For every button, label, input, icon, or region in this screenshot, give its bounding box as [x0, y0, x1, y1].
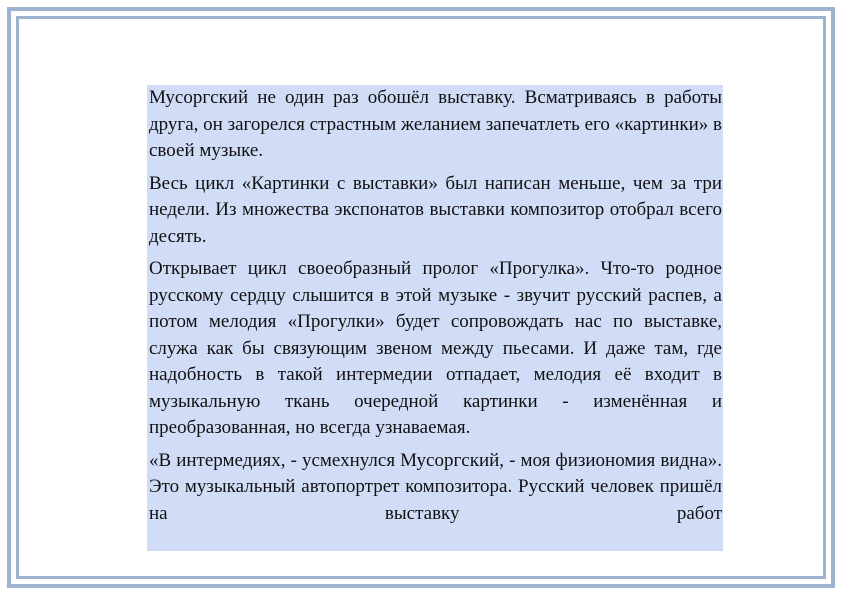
paragraph-4: «В интермедиях, - усмехнулся Мусоргский, - моя физиономия видна». Это музыкальный автопортрет композитора. Русский человек пришёл на выставку работ	[149, 449, 722, 524]
text-box	[147, 85, 723, 551]
paragraph-2: Весь цикл «Картинки с выставки» был написан меньше, чем за три недели. Из множества экспонатов выставки композитор отобрал всего десять.	[149, 172, 722, 247]
paragraph-3: Открывает цикл своеобразный пролог «Прогулка». Что-то родное русскому сердцу слышится в этой музыке - звучит русский распев, а потом мелодия «Прогулки» будет сопровождать нас по выставке, служа как бы связующим звеном между пьесами. И даже там, где надобность в такой интермедии отпадает, мелодия её входит в музыкальную ткань очередной картинки - изменённая и преобразованная, но всегда узнаваемая.	[149, 258, 722, 438]
paragraph-1: Мусоргский не один раз обошёл выставку. Всматриваясь в работы друга, он загорелся страстным желанием запечатлеть его «картинки» в своей музыке.	[149, 87, 722, 161]
